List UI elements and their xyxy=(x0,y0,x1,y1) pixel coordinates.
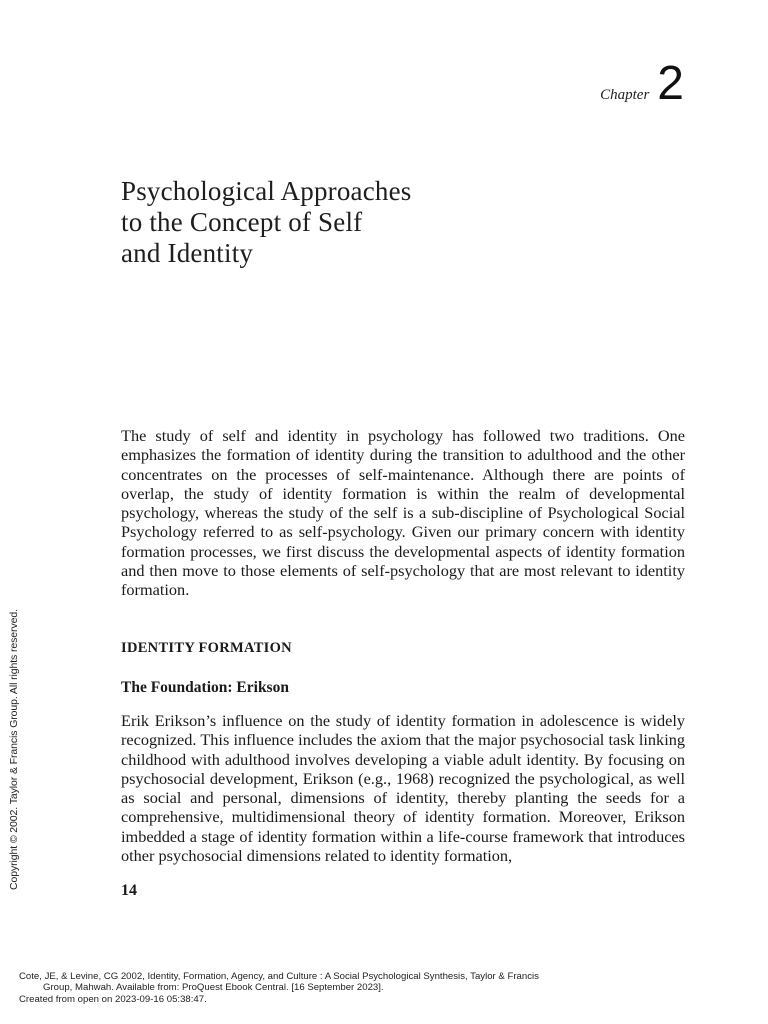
citation-line: Group, Mahwah. Available from: ProQuest Ebook Central. [16 September 2023]. xyxy=(43,982,384,994)
chapter-label xyxy=(600,57,684,110)
chapter-title-line: and Identity xyxy=(121,238,254,268)
citation-line: Cote, JE, & Levine, CG 2002, Identity, Formation, Agency, and Culture : A Social Psychological Synthesis, Taylor & Francis xyxy=(19,971,539,982)
chapter-word: Chapter xyxy=(600,87,650,103)
erikson-paragraph: Erik Erikson’s influence on the study of identity formation in adolescence is widely recognized. This influence includes the axiom that the major psychosocial task linking childhood with adulthood involves developing a viable adult identity. By focusing on psychosocial development, Erikson (e.g., 1968) recognized the psychological, as well as social and personal, dimensions of identity, thereby planting the seeds for a comprehensive, multidimensional theory of identity formation. Moreover, Erikson imbedded a stage of identity formation within a life-course framework that introduces other psychosocial dimensions related to identity formation, xyxy=(121,711,685,866)
chapter-number: 2 xyxy=(657,57,684,110)
intro-paragraph: The study of self and identity in psychology has followed two traditions. One emphasizes the formation of identity during the transition to adulthood and the other concentrates on the processes of self-maintenance. Although there are points of overlap, the study of identity formation is within the realm of developmental psychology, whereas the study of the self is a sub-discipline of Psychological Social Psychology referred to as self-psychology. Given our primary concern with identity formation processes, we first discuss the developmental aspects of identity formation and then move to those elements of self-psychology that are most relevant to identity formation. xyxy=(121,426,685,600)
section-heading: IDENTITY FORMATION xyxy=(121,640,292,656)
page-number: 14 xyxy=(121,882,137,899)
side-copyright-notice: Copyright © 2002. Taylor & Francis Group. All rights reserved. xyxy=(8,609,20,890)
chapter-title xyxy=(121,176,541,269)
subsection-heading: The Foundation: Erikson xyxy=(121,679,289,696)
chapter-title-line: Psychological Approaches xyxy=(121,176,412,206)
chapter-title-line: to the Concept of Self xyxy=(121,207,363,237)
citation-line: Created from open on 2023-09-16 05:38:47. xyxy=(19,993,207,1005)
citation-footer xyxy=(19,971,539,1005)
